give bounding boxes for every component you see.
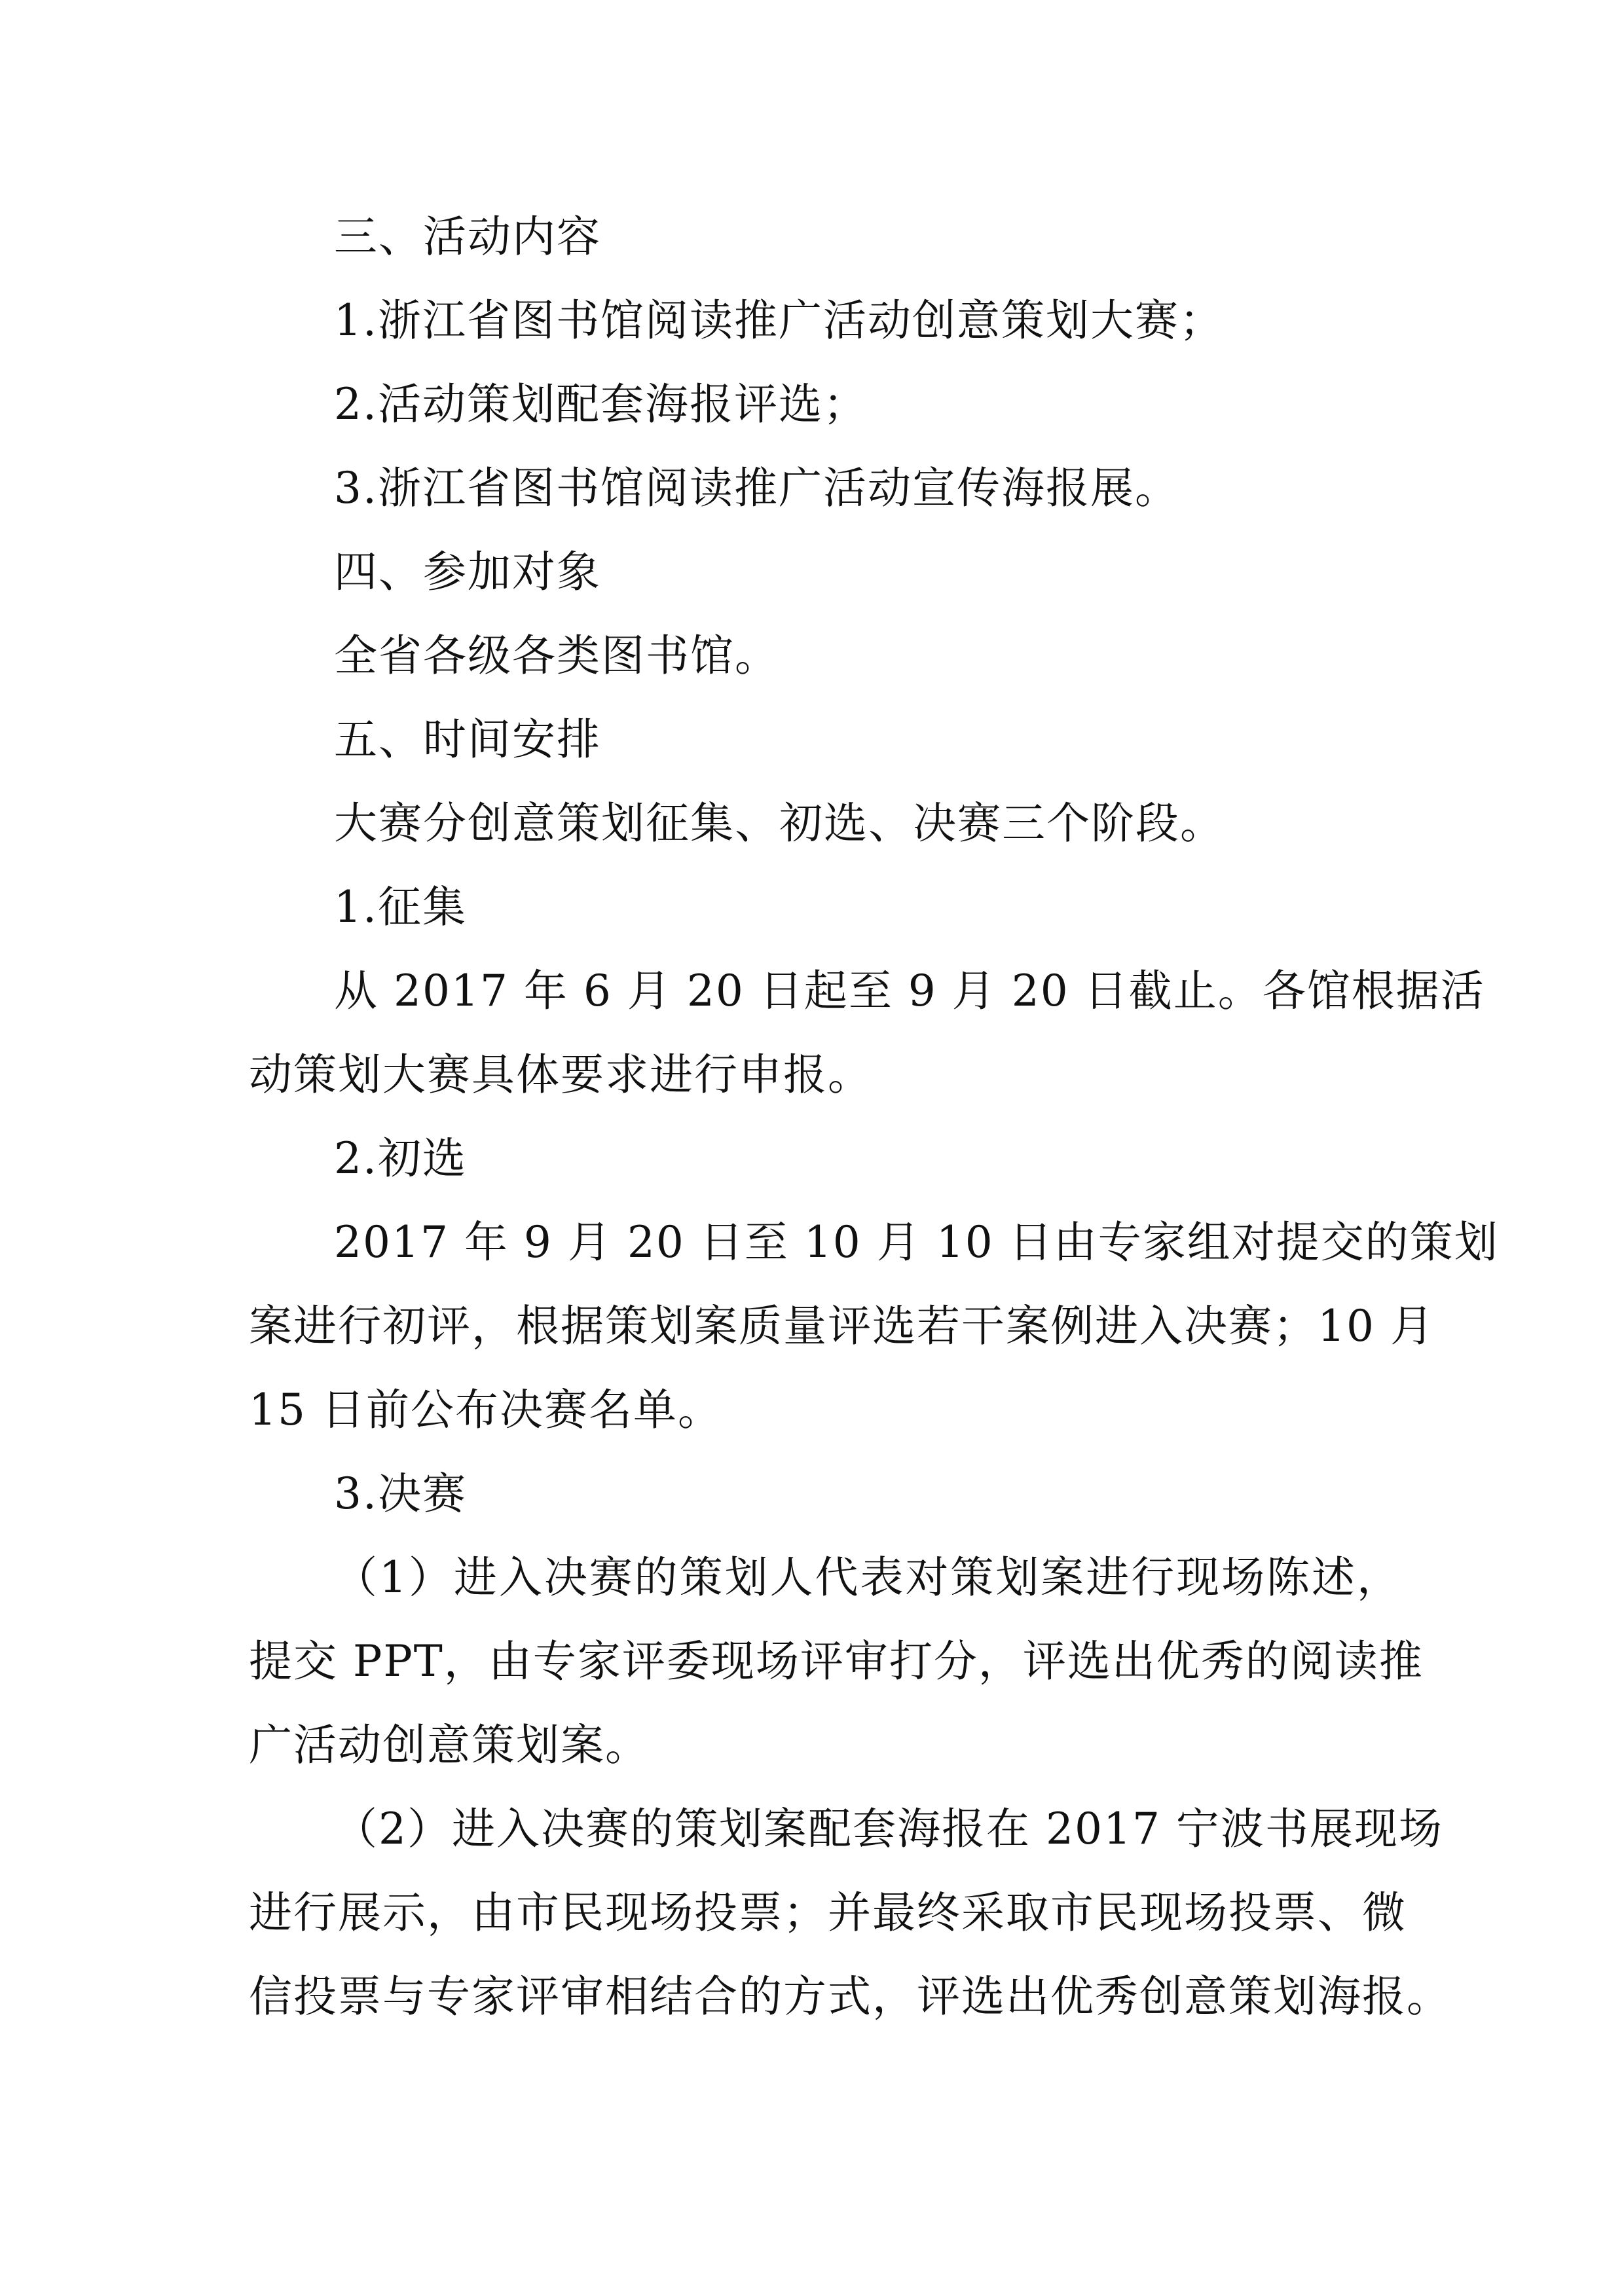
preliminary-paragraph-line-3: 15 日前公布决赛名单。 [249, 1385, 722, 1435]
final-item-1-line-2: 提交 PPT，由专家评委现场评审打分，评选出优秀的阅读推 [249, 1636, 1424, 1686]
section-heading-participants: 四、参加对象 [334, 547, 601, 597]
participants-text: 全省各级各类图书馆。 [334, 630, 779, 681]
section-heading-activity-content: 三、活动内容 [334, 211, 601, 262]
section-heading-schedule: 五、时间安排 [334, 714, 601, 765]
preliminary-paragraph-line-2: 案进行初评，根据策划案质量评选若干案例进入决赛；10 月 [249, 1301, 1435, 1351]
final-item-2-line-2: 进行展示，由市民现场投票；并最终采取市民现场投票、微 [249, 1887, 1407, 1938]
collection-paragraph-line-1: 从 2017 年 6 月 20 日起至 9 月 20 日截止。各馆根据活 [334, 966, 1485, 1016]
stage-heading-collection: 1.征集 [334, 882, 467, 932]
final-item-2-line-3: 信投票与专家评审相结合的方式，评选出优秀创意策划海报。 [249, 1971, 1451, 2022]
schedule-intro: 大赛分创意策划征集、初选、决赛三个阶段。 [334, 798, 1225, 848]
collection-paragraph-line-2: 动策划大赛具体要求进行申报。 [249, 1049, 872, 1100]
final-item-1-line-3: 广活动创意策划案。 [249, 1720, 650, 1770]
content-item-3: 3.浙江省图书馆阅读推广活动宣传海报展。 [334, 463, 1179, 513]
preliminary-paragraph-line-1: 2017 年 9 月 20 日至 10 月 10 日由专家组对提交的策划 [334, 1217, 1499, 1267]
stage-heading-preliminary: 2.初选 [334, 1133, 467, 1184]
stage-heading-final: 3.决赛 [334, 1468, 467, 1519]
content-item-2: 2.活动策划配套海报评选； [334, 379, 868, 429]
final-item-1-line-1: （1）进入决赛的策划人代表对策划案进行现场陈述， [334, 1552, 1401, 1603]
final-item-2-line-1: （2）进入决赛的策划案配套海报在 2017 宁波书展现场 [334, 1804, 1443, 1854]
content-item-1: 1.浙江省图书馆阅读推广活动创意策划大赛； [334, 295, 1224, 346]
